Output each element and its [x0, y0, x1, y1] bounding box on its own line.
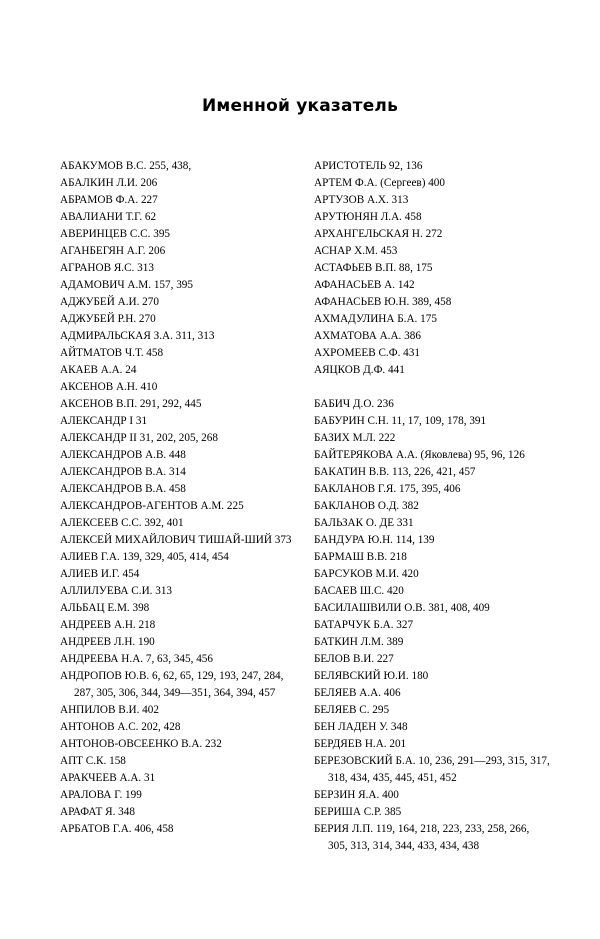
index-entry: БЕЛЯЕВ С. 295 — [314, 704, 390, 716]
index-entry: АРХАНГЕЛЬСКАЯ Н. 272 — [314, 228, 443, 240]
index-entry: БАКЛАНОВ О.Д. 382 — [314, 500, 419, 512]
index-entry: АЯЦКОВ Д.Ф. 441 — [314, 364, 405, 376]
index-entry: АЛЕКСАНДРОВ-АГЕНТОВ А.М. 225 — [60, 500, 244, 512]
index-entry: БЕРИЯ Л.П. 119, 164, 218, 223, 233, 258, 266, 305, 313, 314, 344, 433, 434, 438 — [314, 823, 530, 852]
index-entry: БЕЛЯВСКИЙ Ю.И. 180 — [314, 670, 429, 682]
index-entry: БАРМАШ В.В. 218 — [314, 551, 407, 563]
index-entry: АПТ С.К. 158 — [60, 755, 126, 767]
index-entry: АЛЛИЛУЕВА С.И. 313 — [60, 585, 173, 597]
index-entry: АЛЕКСАНДР I 31 — [60, 415, 148, 427]
index-entry: АРИСТОТЕЛЬ 92, 136 — [314, 160, 423, 172]
index-entry: АКСЕНОВ В.П. 291, 292, 445 — [60, 398, 202, 410]
index-entry: БЕРЕЗОВСКИЙ Б.А. 10, 236, 291—293, 315, 317, 318, 434, 435, 445, 451, 452 — [314, 755, 550, 784]
index-entry: БЕН ЛАДЕН У. 348 — [314, 721, 408, 733]
index-entry: АЛЕКСЕЙ МИХАЙЛОВИЧ ТИШАЙ-ШИЙ 373 — [60, 534, 292, 546]
index-entry: АРАФАТ Я. 348 — [60, 806, 135, 818]
index-entry: БАТАРЧУК Б.А. 327 — [314, 619, 414, 631]
index-entry: АВЕРИНЦЕВ С.С. 395 — [60, 228, 171, 240]
index-entry: АДАМОВИЧ А.М. 157, 395 — [60, 279, 193, 291]
index-entry: АРБАТОВ Г.А. 406, 458 — [60, 823, 174, 835]
index-entry: БЕРЗИН Я.А. 400 — [314, 789, 399, 801]
index-entry: БАЗИХ М.Л. 222 — [314, 432, 396, 444]
index-entry: АБРАМОВ Ф.А. 227 — [60, 194, 158, 206]
index-entry: АЛЕКСАНДРОВ В.А. 314 — [60, 466, 186, 478]
index-entry: АРАКЧЕЕВ А.А. 31 — [60, 772, 156, 784]
index-entry: АРТЕМ Ф.А. (Сергеев) 400 — [314, 177, 445, 189]
index-entry: АРТУЗОВ А.Х. 313 — [314, 194, 409, 206]
index-entry: АНТОНОВ-ОВСЕЕНКО В.А. 232 — [60, 738, 222, 750]
index-entry: АНДРОПОВ Ю.В. 6, 62, 65, 129, 193, 247, 284, 287, 305, 306, 344, 349—351, 364, 394, 457 — [60, 670, 284, 699]
index-entry: БЕЛЯЕВ А.А. 406 — [314, 687, 401, 699]
index-entry: АНДРЕЕВА Н.А. 7, 63, 345, 456 — [60, 653, 213, 665]
index-entry: АДЖУБЕЙ А.И. 270 — [60, 296, 159, 308]
index-entry: АЛЕКСАНДРОВ В.А. 458 — [60, 483, 186, 495]
index-entry: БАСИЛАШВИЛИ О.В. 381, 408, 409 — [314, 602, 490, 614]
index-entry: АЛИЕВ И.Г. 454 — [60, 568, 140, 580]
index-entry: БЕРИША С.Р. 385 — [314, 806, 402, 818]
index-entry: АНПИЛОВ В.И. 402 — [60, 704, 159, 716]
index-entry: БАРСУКОВ М.И. 420 — [314, 568, 419, 580]
index-entry: АРАЛОВА Г. 199 — [60, 789, 142, 801]
index-entry: АФАНАСЬЕВ А. 142 — [314, 279, 415, 291]
index-entry: АЙТМАТОВ Ч.Т. 458 — [60, 347, 164, 359]
index-entry: АДМИРАЛЬСКАЯ З.А. 311, 313 — [60, 330, 215, 342]
index-entry: БАБИЧ Д.О. 236 — [314, 398, 394, 410]
index-entry: БАБУРИН С.Н. 11, 17, 109, 178, 391 — [314, 415, 487, 427]
index-entry: БАТКИН Л.М. 389 — [314, 636, 404, 648]
index-entry: АЛЕКСАНДР II 31, 202, 205, 268 — [60, 432, 218, 444]
index-entry: АНДРЕЕВ А.Н. 218 — [60, 619, 156, 631]
index-entry: АЛЕКСЕЕВ С.С. 392, 401 — [60, 517, 184, 529]
index-entry: АЛИЕВ Г.А. 139, 329, 405, 414, 454 — [60, 551, 229, 563]
index-entry: БАЛЬЗАК О. ДЕ 331 — [314, 517, 414, 529]
index-entry: АКАЕВ А.А. 24 — [60, 364, 137, 376]
index-entry: АНТОНОВ А.С. 202, 428 — [60, 721, 181, 733]
index-column-right — [314, 158, 550, 855]
index-entry: БЕРДЯЕВ Н.А. 201 — [314, 738, 407, 750]
index-entry: АФАНАСЬЕВ Ю.Н. 389, 458 — [314, 296, 452, 308]
page-title: Именной указатель — [201, 96, 399, 116]
index-entry: АХМАТОВА А.А. 386 — [314, 330, 421, 342]
index-entry: АГАНБЕГЯН А.Г. 206 — [60, 245, 166, 257]
index-entry: АВАЛИАНИ Т.Г. 62 — [60, 211, 157, 223]
index-entry: АБАЛКИН Л.И. 206 — [60, 177, 158, 189]
index-entry: АХРОМЕЕВ С.Ф. 431 — [314, 347, 420, 359]
index-entry: АГРАНОВ Я.С. 313 — [60, 262, 154, 274]
index-entry: АЛЬБАЦ Е.М. 398 — [60, 602, 150, 614]
index-entry: БАНДУРА Ю.Н. 114, 139 — [314, 534, 435, 546]
index-entry: АСТАФЬЕВ В.П. 88, 175 — [314, 262, 433, 274]
index-entry: АНДРЕЕВ Л.Н. 190 — [60, 636, 155, 648]
index-entry: АБАКУМОВ В.С. 255, 438, — [60, 160, 192, 172]
index-entry: БАКЛАНОВ Г.Я. 175, 395, 406 — [314, 483, 461, 495]
index-entry: БАЙТЕРЯКОВА А.А. (Яковлева) 95, 96, 126 — [314, 449, 525, 461]
index-entry: БАСАЕВ Ш.С. 420 — [314, 585, 404, 597]
index-entry: АХМАДУЛИНА Б.А. 175 — [314, 313, 437, 325]
index-column-left — [60, 158, 296, 838]
index-entry: БАКАТИН В.В. 113, 226, 421, 457 — [314, 466, 476, 478]
index-entry: АЛЕКСАНДРОВ А.В. 448 — [60, 449, 186, 461]
index-entry: АКСЕНОВ А.Н. 410 — [60, 381, 158, 393]
index-entry: БЕЛОВ В.И. 227 — [314, 653, 394, 665]
index-entry: АРУТЮНЯН Л.А. 458 — [314, 211, 422, 223]
index-entry: АДЖУБЕЙ Р.Н. 270 — [60, 313, 156, 325]
index-entry: АСНАР Х.М. 453 — [314, 245, 398, 257]
